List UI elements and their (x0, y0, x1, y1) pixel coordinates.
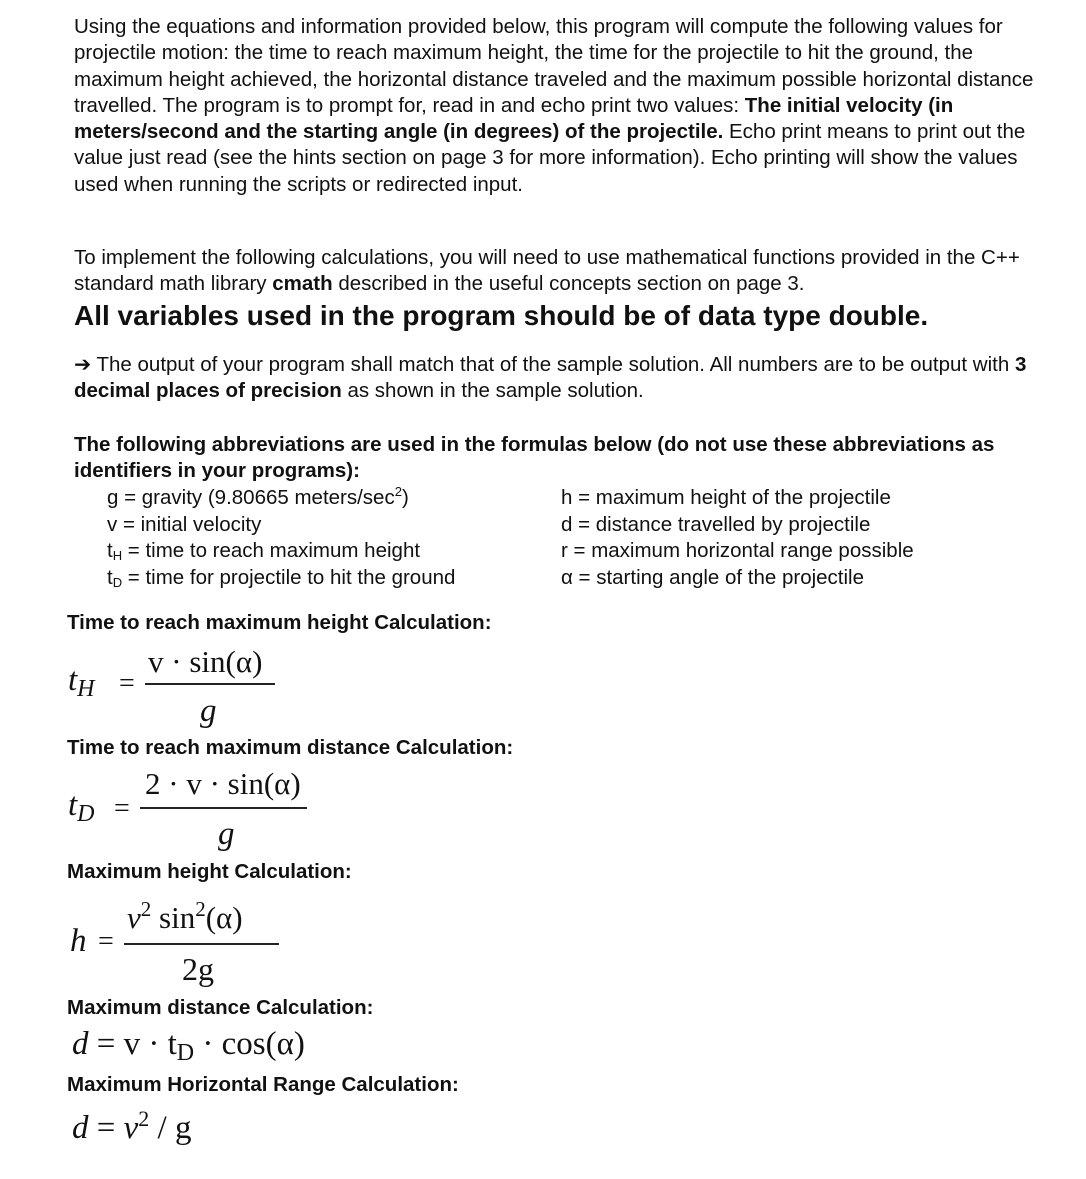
range-rest: / g (149, 1110, 192, 1146)
tD-denominator: g (218, 816, 235, 852)
section-max-distance: Maximum distance Calculation: (67, 996, 374, 1019)
d-sub: D (176, 1040, 195, 1066)
range-v: v (123, 1110, 139, 1146)
abbreviations-right-column (561, 485, 914, 591)
abbr-angle: α = starting angle of the projectile (561, 565, 865, 589)
arrow-icon: ➔ (74, 353, 92, 376)
abbr-gravity-sup: 2 (394, 484, 402, 499)
h-num-sup1: 2 (140, 897, 152, 921)
tD-numerator: 2 · v · sin(α) (145, 766, 301, 801)
cmath-keyword: cmath (272, 272, 333, 296)
h-num-sin: sin (151, 900, 196, 935)
abbr-th-symbol: t (107, 539, 113, 563)
h-denominator: 2g (182, 951, 214, 987)
d-part2: · cos(α) (194, 1026, 305, 1062)
d-part1: v · t (123, 1026, 177, 1062)
tH-lhs-sub: H (77, 676, 95, 702)
range-sup: 2 (138, 1106, 150, 1131)
tD-fraction-bar (140, 807, 307, 809)
h-num-v: v (127, 900, 141, 935)
abbr-gravity-text: g = gravity (9.80665 meters/sec (107, 486, 395, 509)
tH-denominator: g (200, 693, 217, 729)
cmath-text: To implement the following calculations, you will need to use mathematical functions provided in the C++ standard math library (74, 246, 1020, 296)
precision-bold-text: 3 decimal places of precision (74, 353, 1027, 403)
h-numerator (127, 897, 243, 936)
tD-lhs-t: t (68, 787, 78, 823)
tH-equals: = (119, 668, 135, 699)
tH-lhs (68, 662, 95, 703)
tH-lhs-t: t (68, 662, 78, 698)
h-lhs: h (70, 923, 87, 959)
tD-lhs (68, 787, 95, 828)
intro-text: Using the equations and information provided below, this program will compute the following values for projectile motion: the time to reach maximum height, the time for the projectile to hit the ground, the maximum height achieved, the horizontal distance traveled and the maximum possible horizontal distance travelled. The program is to prompt for, read in and echo print two values: (74, 15, 1034, 117)
abbr-gravity-close: ) (401, 486, 409, 509)
tH-numerator: v · sin(α) (148, 644, 263, 679)
section-time-max-distance: Time to reach maximum distance Calculation: (67, 736, 514, 759)
abbr-velocity: v = initial velocity (107, 512, 262, 536)
abbr-time-height (107, 538, 455, 565)
cmath-text-continued: described in the useful concepts section on page 3. (332, 272, 805, 296)
abbreviations-left-column (107, 485, 455, 591)
intro-paragraph-1 (74, 14, 1064, 198)
range-lhs: d (72, 1110, 89, 1146)
double-type-statement: All variables used in the program should be of data type double. (74, 300, 929, 331)
d-lhs: d (72, 1026, 89, 1062)
d-equals: = (88, 1026, 124, 1062)
abbr-th-sub: H (112, 548, 123, 564)
formula-range (72, 1106, 192, 1147)
section-max-height: Maximum height Calculation: (67, 860, 352, 883)
intro-paragraph-2 (74, 245, 1064, 298)
formula-d (72, 1026, 305, 1067)
range-equals: = (88, 1110, 124, 1146)
abbr-td-text: = time for projectile to hit the ground (122, 565, 456, 589)
h-equals: = (98, 926, 114, 957)
abbr-range: r = maximum horizontal range possible (561, 539, 914, 563)
tD-lhs-sub: D (77, 801, 95, 827)
section-max-range: Maximum Horizontal Range Calculation: (67, 1073, 459, 1096)
abbr-height: h = maximum height of the projectile (561, 486, 891, 509)
abbr-td-sub: D (112, 574, 123, 590)
h-fraction-bar (124, 943, 279, 945)
h-num-sup2: 2 (195, 897, 206, 921)
tH-fraction-bar (145, 683, 275, 685)
abbr-gravity (107, 485, 455, 512)
tD-equals: = (114, 793, 130, 824)
abbreviations-heading: The following abbreviations are used in the formulas below (do not use these abbreviations as identifiers in your programs): (74, 433, 995, 483)
abbr-th-text: = time to reach maximum height (122, 539, 421, 563)
abbr-time-ground (107, 565, 455, 592)
abbr-distance: d = distance travelled by projectile (561, 512, 871, 536)
intro-bold-text: The initial velocity (in meters/second and the starting angle (in degrees) of the projectile. (74, 93, 954, 144)
output-text-continued: as shown in the sample solution. (341, 379, 644, 403)
intro-text-continued: Echo print means to print out the value just read (see the hints section on page 3 for more information). Echo printing will show the values used when running the scripts or redirected input. (74, 120, 1026, 196)
section-time-max-height: Time to reach maximum height Calculation: (67, 611, 492, 634)
output-text: The output of your program shall match that of the sample solution. All numbers are to be output with (91, 353, 1015, 376)
h-num-arg: (α) (205, 900, 243, 935)
intro-paragraph-3 (74, 352, 1064, 405)
abbr-td-symbol: t (107, 565, 113, 589)
